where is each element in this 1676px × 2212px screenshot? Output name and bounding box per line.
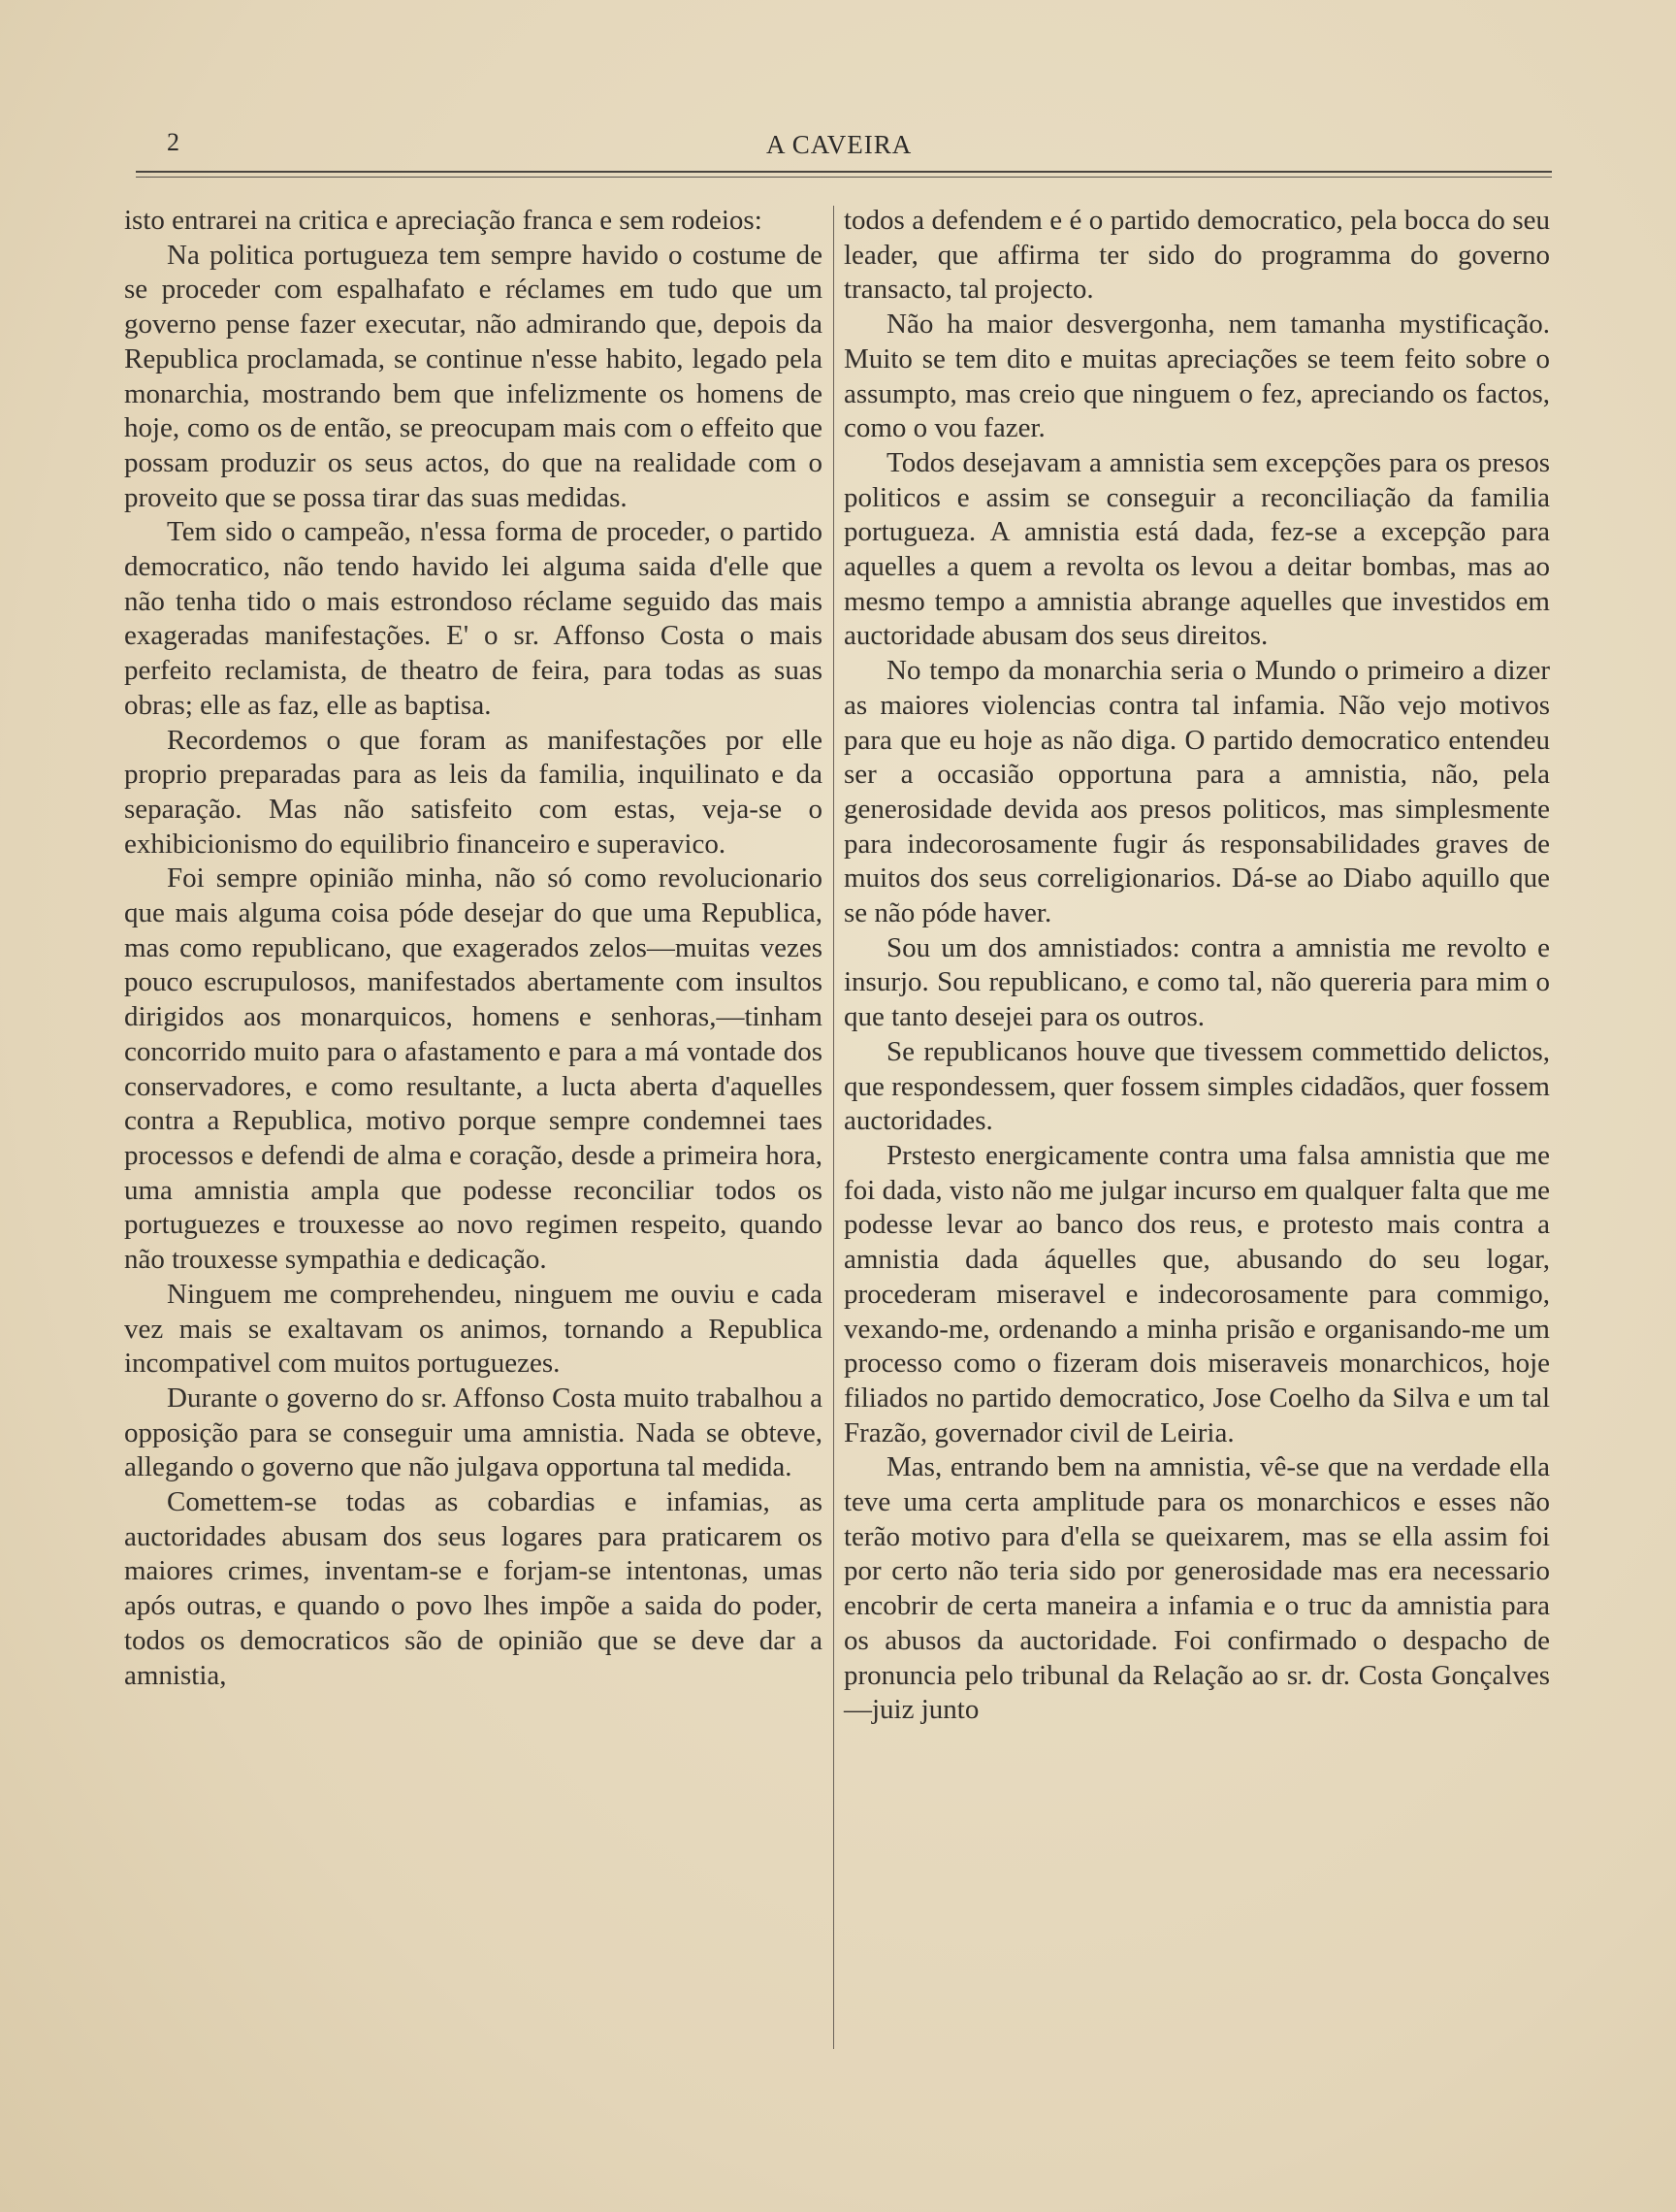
page-number: 2 [167, 128, 179, 156]
paragraph: Recordemos o que foram as manifestações por elle proprio preparadas para as leis da familia, inquilinato e da separação. Mas não satisfeito com estas, veja-se o exhibicionismo do equilibrio financeiro e superavico. [124, 724, 822, 860]
paragraph: Na politica portugueza tem sempre havido o costume de se proceder com espalhafato e réclames em tudo que um governo pense fazer executar, não admirando que, depois da Republica proclamada, se continue n'esse habito, legado pela monarchia, mostrando bem que infelizmente os homens de hoje, como os de então, se preocupam mais com o effeito que possam produzir os seus actos, do que na realidade com o proveito que se possa tirar das suas medidas. [124, 239, 822, 513]
paragraph: Todos desejavam a amnistia sem excepções para os presos politicos e assim se conseguir a reconciliação da familia portugueza. A amnistia está dada, fez-se a excepção para aquelles a quem a revolta os levou a deitar bombas, mas ao mesmo tempo a amnistia abrange aquelles que investidos em auctoridade abusam dos seus direitos. [844, 446, 1550, 652]
header-rule-thin [136, 177, 1552, 178]
paragraph: isto entrarei na critica e apreciação franca e sem rodeios: [124, 205, 762, 236]
paragraph: Mas, entrando bem na amnistia, vê-se que na verdade ella teve uma certa amplitude para os monarchicos e esses não terão motivo para d'ella se queixarem, mas se ella assim foi por certo não teria sido por generosidade mas era necessario encobrir de certa maneira a infamia e o truc da amnistia para os abusos da auctoridade. Foi confirmado o despacho de pronuncia pelo tribunal da Relação ao sr. dr. Costa Gonçalves—juiz junto [844, 1451, 1550, 1726]
paragraph: Ninguem me comprehendeu, ninguem me ouviu e cada vez mais se exaltavam os animos, tornando a Republica incompativel com muitos portuguezes. [124, 1278, 822, 1380]
header-rule [136, 171, 1552, 173]
paragraph: Durante o governo do sr. Affonso Costa muito trabalhou a opposição para se conseguir uma amnistia. Nada se obteve, allegando o governo que não julgava opportuna tal medida. [124, 1382, 822, 1483]
column-divider [833, 206, 834, 2049]
paragraph: Se republicanos houve que tivessem commettido delictos, que respondessem, quer fossem simples cidadãos, quer fossem auctoridades. [844, 1035, 1550, 1137]
paragraph: todos a defendem e é o partido democratico, pela bocca do seu leader, que affirma ter sido do programma do governo transacto, tal projecto. [844, 205, 1550, 306]
journal-title: A CAVEIRA [766, 130, 913, 159]
right-column [844, 204, 1550, 1728]
paragraph: Prstesto energicamente contra uma falsa amnistia que me foi dada, visto não me julgar incurso em qualquer falta que me podesse levar ao banco dos reus, e protesto mais contra a amnistia dada áquelles que, abusando do seu logar, procederam miseravel e indecorosamente para commigo, vexando-me, ordenando a minha prisão e organisando-me um processo como o fizeram dois miseraveis monarchicos, hoje filiados no partido democratico, Jose Coelho da Silva e um tal Frazão, governador civil de Leiria. [844, 1139, 1550, 1448]
paragraph: No tempo da monarchia seria o Mundo o primeiro a dizer as maiores violencias contra tal infamia. Não vejo motivos para que eu hoje as não diga. O partido democratico entendeu ser a occasião opportuna para a amnistia, não, pela generosidade devida aos presos politicos, mas simplesmente para indecorosamente fugir ás responsabilidades graves de muitos dos seus correligionarios. Dá-se ao Diabo aquillo que se não póde haver. [844, 655, 1550, 929]
paragraph: Tem sido o campeão, n'essa forma de proceder, o partido democratico, não tendo havido lei alguma saida d'elle que não tenha tido o mais estrondoso réclame seguido das mais exageradas manifestações. E' o sr. Affonso Costa o mais perfeito reclamista, de theatro de feira, para todas as suas obras; elle as faz, elle as baptisa. [124, 516, 822, 721]
paragraph: Sou um dos amnistiados: contra a amnistia me revolto e insurjo. Sou republicano, e como tal, não quereria para mim o que tanto desejei para os outros. [844, 931, 1550, 1033]
paragraph: Foi sempre opinião minha, não só como revolucionario que mais alguma coisa póde desejar do que uma Republica, mas como republicano, que exagerados zelos—muitas vezes pouco escrupulosos, manifestados abertamente com insultos dirigidos aos monarquicos, homens e senhoras,—tinham concorrido muito para o afastamento e para a má vontade dos conservadores, e como resultante, a lucta aberta d'aquelles contra a Republica, motivo porque sempre condemnei taes processos e defendi de alma e coração, desde a primeira hora, uma amnistia ampla que podesse reconciliar todos os portuguezes e trouxesse ao novo regimen respeito, quando não trouxesse sympathia e dedicação. [124, 862, 822, 1276]
left-column [124, 204, 822, 1693]
paragraph: Não ha maior desvergonha, nem tamanha mystificação. Muito se tem dito e muitas apreciações se teem feito sobre o assumpto, mas creio que ninguem o fez, apreciando os factos, como o vou fazer. [844, 309, 1550, 444]
page-header [136, 124, 1552, 167]
paragraph: Comettem-se todas as cobardias e infamias, as auctoridades abusam dos seus logares para praticarem os maiores crimes, inventam-se e forjam-se intentonas, umas após outras, e quando o povo lhes impõe a saida do poder, todos os democraticos são de opinião que se deve dar a amnistia, [124, 1486, 822, 1691]
